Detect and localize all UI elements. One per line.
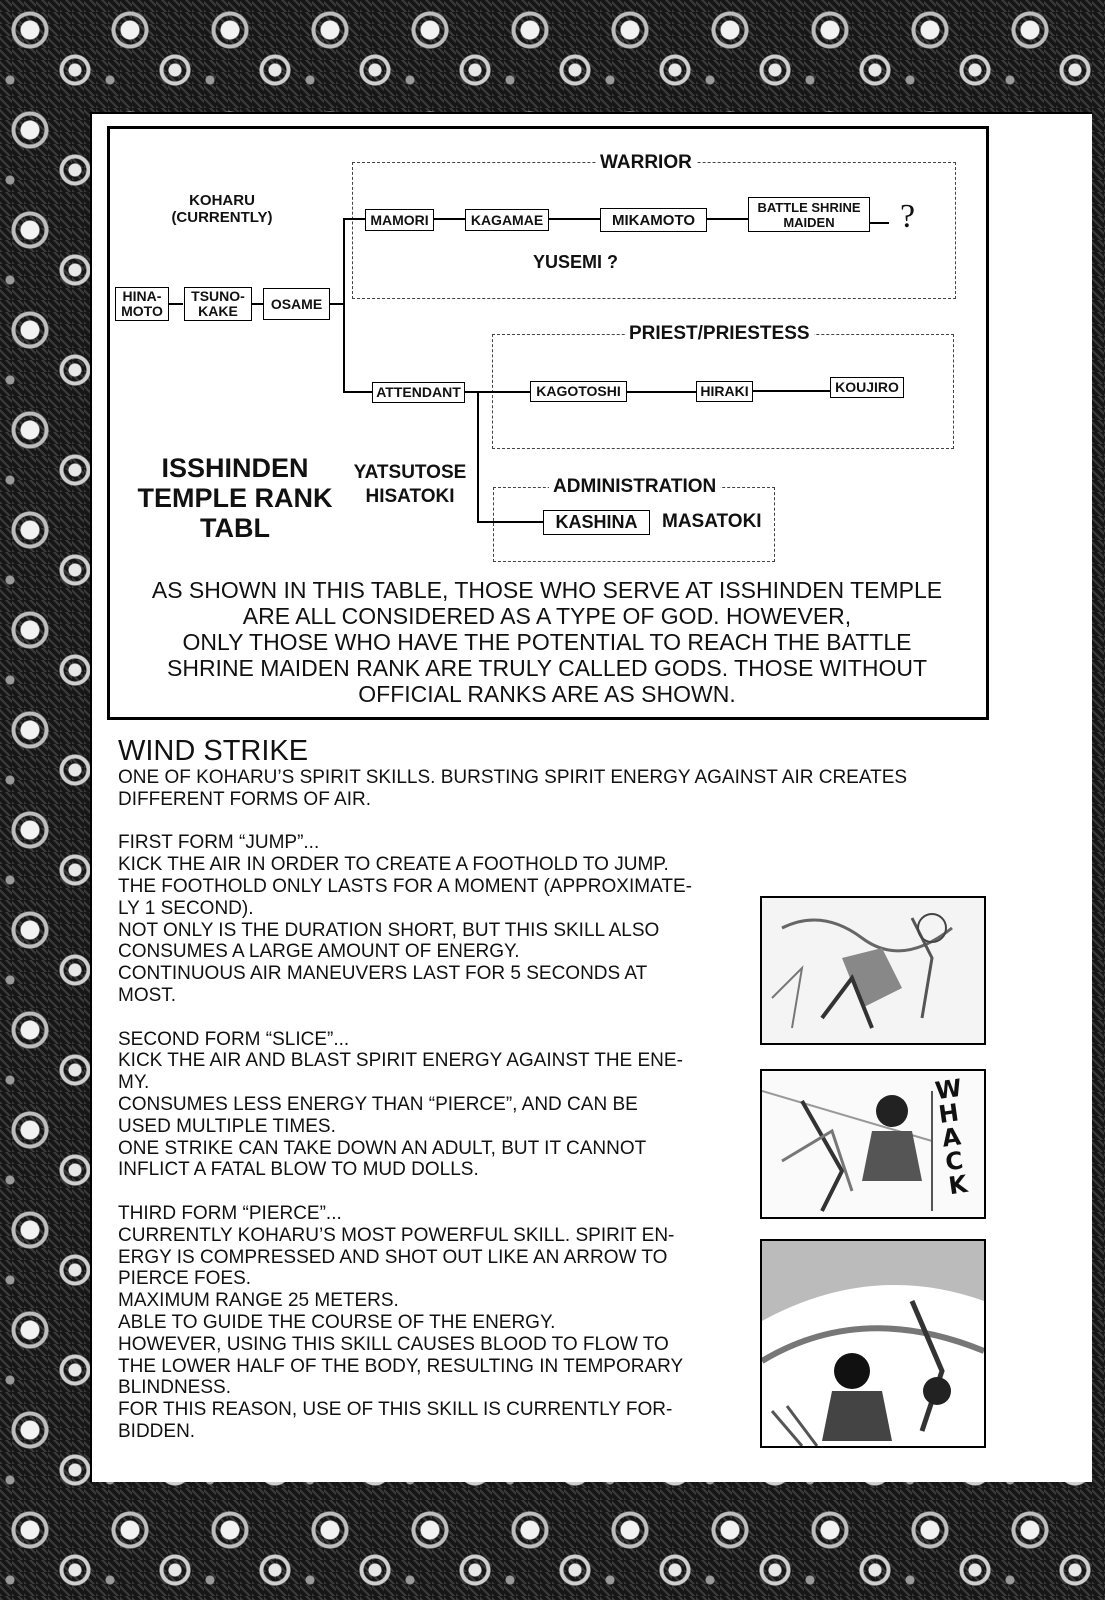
rank-koujiro: KOUJIRO: [830, 377, 904, 398]
panel-jump-illustration: [760, 896, 986, 1045]
connector: [328, 303, 344, 305]
connector: [251, 303, 263, 305]
rank-table-title: ISSHINDEN TEMPLE RANK TABL: [137, 453, 333, 543]
rank-kashina: KASHINA: [543, 510, 650, 535]
second-form-text: SECOND FORM “SLICE”... KICK THE AIR AND BLAST SPIRIT ENERGY AGAINST THE ENE- MY. CONSUMES LESS ENERGY THAN “PIERCE”, AND CAN BE USED MULTIPLE TIMES. ONE STRIKE CAN TAKE DOWN AN ADULT, BUT IT CANNOT INFLICT A FATAL BLOW TO MUD DOLLS.: [118, 1028, 683, 1181]
connector: [433, 218, 465, 220]
sfx-whack: WHACK: [933, 1073, 970, 1201]
unknown-rank-mark: ?: [900, 198, 916, 235]
rank-osame: OSAME: [263, 288, 330, 320]
priest-label: PRIEST/PRIESTESS: [625, 323, 814, 345]
rank-attendant: ATTENDANT: [372, 382, 465, 403]
rank-table-description: AS SHOWN IN THIS TABLE, THOSE WHO SERVE AT ISSHINDEN TEMPLE ARE ALL CONSIDERED AS A TYPE OF GOD. HOWEVER, ONLY THOSE WHO HAVE THE POTENTIAL TO REACH THE BATTLE SHRINE MAIDEN RANK ARE TRULY CALLED GODS. THOSE WITHOUT OFFICIAL RANKS ARE AS SHOWN.: [151, 577, 943, 707]
label-koharu: KOHARU (CURRENTLY): [171, 192, 273, 226]
rank-tsunokake: TSUNO- KAKE: [184, 287, 252, 321]
connector: [477, 521, 543, 523]
wind-strike-title: WIND STRIKE: [118, 735, 309, 767]
connector: [626, 391, 696, 393]
connector: [477, 391, 479, 523]
connector: [343, 218, 345, 393]
rank-battle-shrine-maiden: BATTLE SHRINE MAIDEN: [748, 197, 870, 232]
rank-kagotoshi: KAGOTOSHI: [530, 381, 627, 402]
connector: [464, 391, 530, 393]
connector: [869, 222, 889, 224]
rank-mamori: MAMORI: [365, 209, 434, 231]
administration-label: ADMINISTRATION: [549, 476, 720, 498]
connector: [752, 390, 830, 392]
label-masatoki: MASATOKI: [662, 511, 762, 532]
panel-slice-illustration: [760, 1069, 986, 1219]
rank-hiraki: HIRAKI: [696, 381, 753, 402]
wind-strike-intro: ONE OF KOHARU’S SPIRIT SKILLS. BURSTING SPIRIT ENERGY AGAINST AIR CREATES DIFFERENT FORMS OF AIR.: [118, 767, 908, 810]
connector: [706, 218, 748, 220]
label-yatsutose-hisatoki: YATSUTOSE HISATOKI: [353, 462, 467, 507]
pierce-illustration: [762, 1241, 984, 1446]
connector: [548, 218, 600, 220]
rank-hinamoto: HINA- MOTO: [115, 287, 169, 321]
panel-pierce-illustration: [760, 1239, 986, 1448]
third-form-text: THIRD FORM “PIERCE”... CURRENTLY KOHARU’S MOST POWERFUL SKILL. SPIRIT EN- ERGY IS COMPRESSED AND SHOT OUT LIKE AN ARROW TO PIERCE FOES. MAXIMUM RANGE 25 METERS. ABLE TO GUIDE THE COURSE OF THE ENERGY. HOWEVER, USING THIS SKILL CAUSES BLOOD TO FLOW TO THE LOWER HALF OF THE BODY, RESULTING IN TEMPORARY BLINDNESS. FOR THIS REASON, USE OF THIS SKILL IS CURRENTLY FOR- BIDDEN.: [118, 1202, 684, 1442]
first-form-text: FIRST FORM “JUMP”... KICK THE AIR IN ORDER TO CREATE A FOOTHOLD TO JUMP. THE FOOTHOLD ONLY LASTS FOR A MOMENT (APPROXIMATE- LY 1 SECOND). NOT ONLY IS THE DURATION SHORT, BUT THIS SKILL ALSO CONSUMES A LARGE AMOUNT OF ENERGY. CONTINUOUS AIR MANEUVERS LAST FOR 5 SECONDS AT MOST.: [118, 832, 692, 1006]
label-yusemi: YUSEMI ?: [533, 252, 619, 272]
connector: [343, 218, 365, 220]
jump-illustration: [762, 898, 984, 1043]
warrior-label: WARRIOR: [596, 152, 696, 174]
connector: [168, 303, 183, 305]
connector: [343, 391, 372, 393]
rank-mikamoto: MIKAMOTO: [600, 208, 707, 232]
rank-kagamae: KAGAMAE: [465, 209, 549, 231]
